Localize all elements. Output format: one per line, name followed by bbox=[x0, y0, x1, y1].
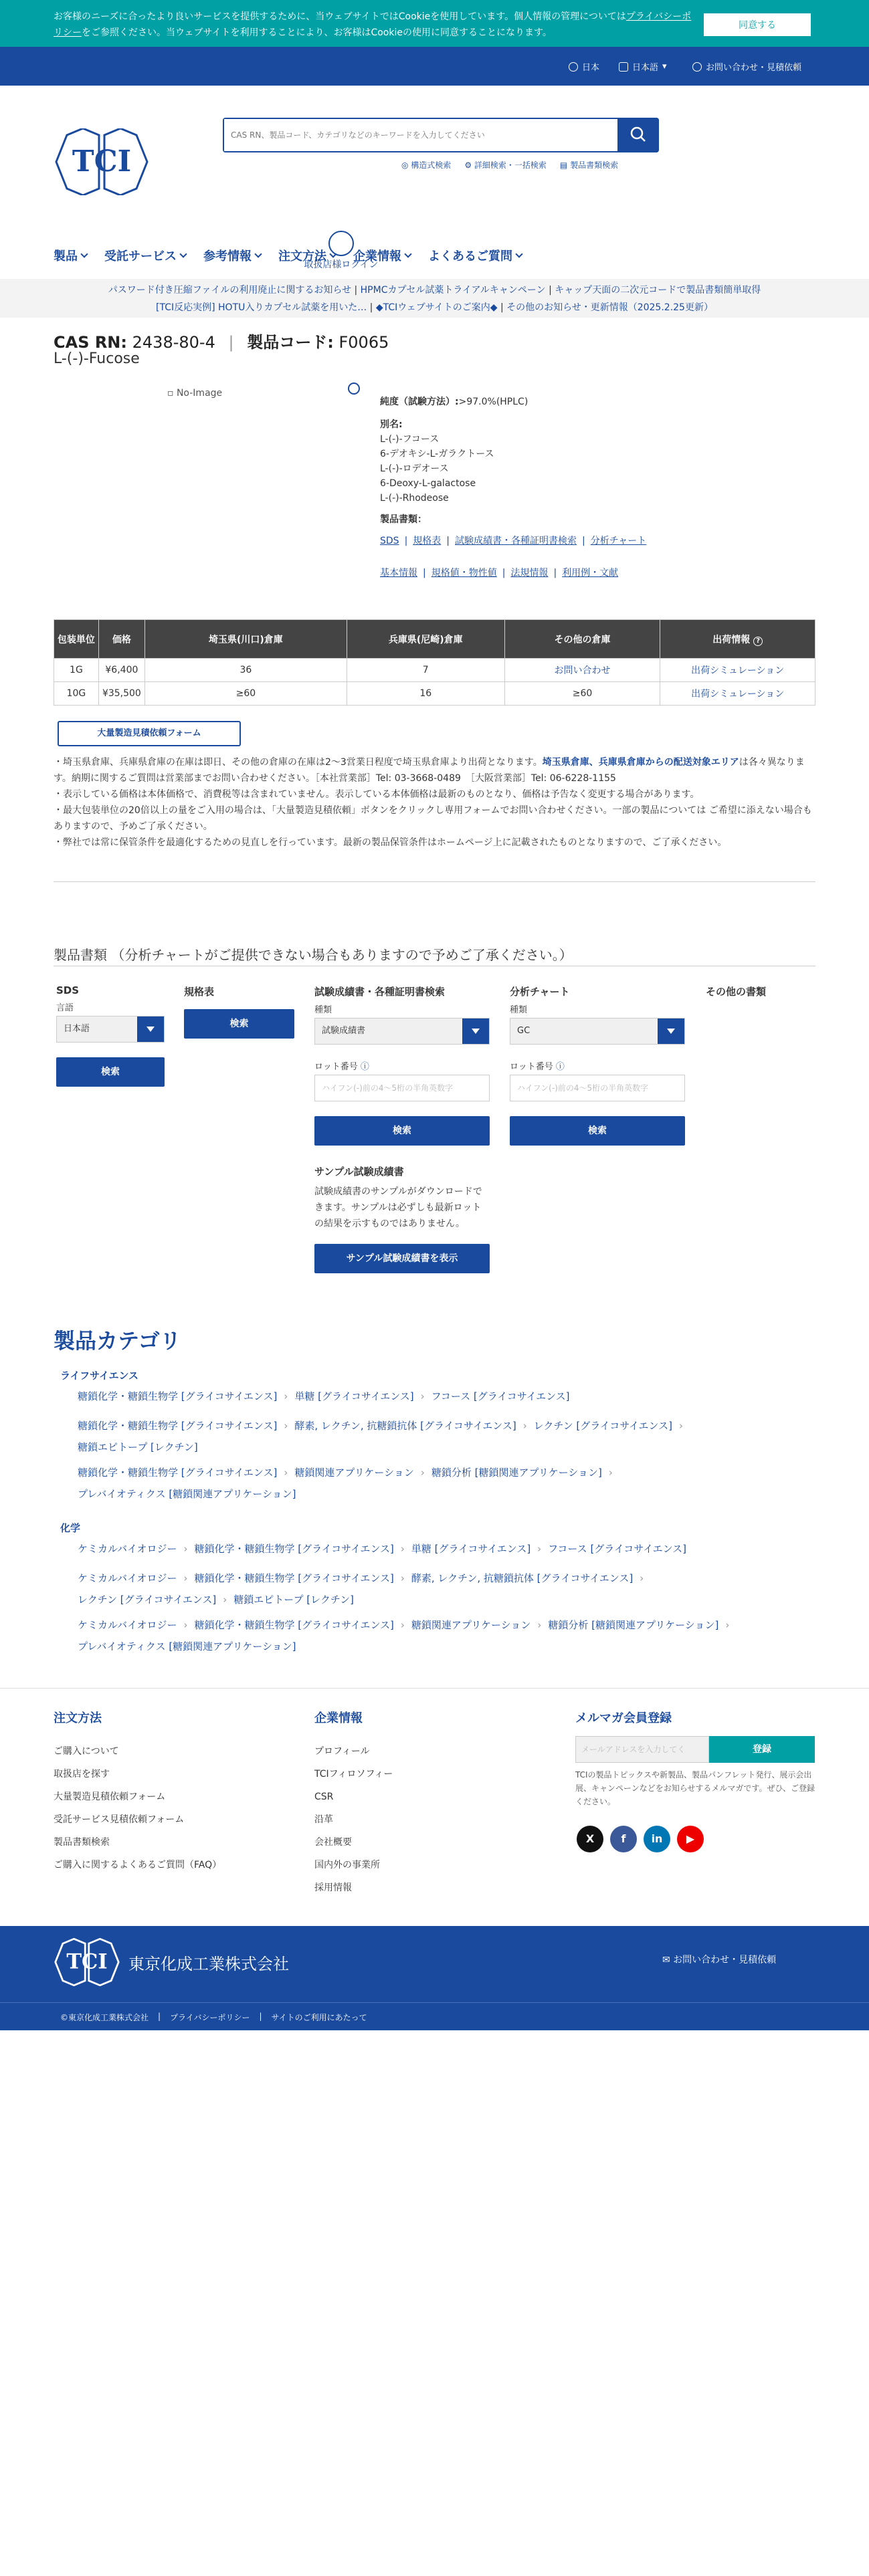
category-link[interactable]: 糖鎖関連アプリケーション bbox=[294, 1467, 414, 1479]
contact-label: お問い合わせ・見積依頼 bbox=[706, 63, 802, 73]
synonym: L-(-)-Rhodeose bbox=[380, 493, 449, 504]
nav-products[interactable] bbox=[54, 247, 87, 264]
category-link[interactable]: 糖鎖関連アプリケーション bbox=[411, 1619, 531, 1631]
cell-package: 10G bbox=[54, 682, 99, 706]
tci-logo[interactable] bbox=[54, 128, 150, 198]
chart-lot-label-row bbox=[510, 1059, 685, 1072]
category-link[interactable]: 糖鎖化学・糖鎖生物学 [グライコサイエンス] bbox=[194, 1543, 394, 1555]
purity-label: 純度（試験方法）: bbox=[380, 397, 459, 407]
newsletter-submit-button[interactable]: 登録 bbox=[709, 1736, 815, 1763]
tab-properties[interactable]: 規格値・物性値 bbox=[431, 568, 497, 578]
category-link[interactable]: ケミカルバイオロジー bbox=[78, 1543, 177, 1555]
dealer-login-label: 取扱店様ログイン bbox=[304, 259, 379, 270]
news-link-6[interactable]: その他のお知らせ・更新情報（2025.2.25更新） bbox=[506, 302, 713, 313]
chart-link[interactable]: 分析チャート bbox=[590, 536, 647, 546]
chart-lot-input[interactable]: ハイフン(-)前の4～5桁の半角英数字 bbox=[510, 1075, 685, 1101]
sds-lang-label: 言語 bbox=[56, 1003, 74, 1013]
cas-label: CAS RN: bbox=[54, 333, 127, 352]
header-price: 価格 bbox=[98, 620, 144, 659]
product-id-line: CAS RN: 2438-80-4 | 製品コード: F0065 bbox=[54, 333, 389, 352]
note-item: ・表示している価格は本体価格で、消費税等は含まれていません。表示している本体価格は最新のものとなり、価格は予告なく変更する場合があります。 bbox=[54, 789, 700, 800]
coa-type-label: 種類 bbox=[314, 1005, 332, 1015]
tab-regulations[interactable]: 法規情報 bbox=[510, 568, 549, 578]
header-shipping-label: 出荷情報 bbox=[712, 634, 751, 645]
cell-shipping bbox=[660, 682, 815, 706]
sds-title: SDS bbox=[56, 984, 80, 996]
purity-value: >97.0%(HPLC) bbox=[458, 397, 528, 407]
cookie-text-1: お客様のニーズに合ったより良いサービスを提供するために、当ウェブサイトではCookieを使用しています。個人情報の管理については bbox=[54, 11, 626, 22]
news-link-3[interactable]: キャップ天面の二次元コードで製品書類簡単取得 bbox=[555, 285, 761, 296]
footer-link[interactable]: 取扱店を探す bbox=[54, 1769, 110, 1780]
cell-shipping bbox=[660, 659, 815, 682]
cell-package: 1G bbox=[54, 659, 99, 682]
facebook-icon[interactable]: f bbox=[610, 1826, 637, 1852]
news-link-2[interactable]: HPMCカプセル試薬トライアルキャンペーン bbox=[360, 285, 546, 296]
sds-language-value: 日本語 bbox=[64, 1024, 90, 1034]
bulk-quote-button[interactable]: 大量製造見積依頼フォーム bbox=[58, 721, 241, 746]
cell-hyogo: 7 bbox=[347, 659, 504, 682]
coa-type-select[interactable] bbox=[314, 1018, 490, 1045]
cell-saitama: 36 bbox=[144, 659, 347, 682]
chart-lot-label: ロット番号 bbox=[510, 1062, 553, 1072]
advanced-search-link[interactable]: ⚙ 詳細検索・一括検索 bbox=[464, 160, 547, 170]
header-package: 包装単位 bbox=[54, 620, 99, 659]
category-breadcrumb: ケミカルバイオロジー › 糖鎖化学・糖鎖生物学 [グライコサイエンス] › 酵素, レクチン, 抗糖鎖抗体 [グライコサイエンス] › レクチン [グライコサイエンス] › 糖鎖エピトープ [レクチン] bbox=[78, 1572, 644, 1606]
header-hyogo: 兵庫県(尼崎)倉庫 bbox=[347, 620, 504, 659]
category-link[interactable]: 糖鎖化学・糖鎖生物学 [グライコサイエンス] bbox=[78, 1420, 278, 1432]
search-icon bbox=[617, 118, 659, 152]
divider bbox=[0, 2002, 869, 2003]
nav-reference[interactable] bbox=[203, 247, 261, 264]
footer-link[interactable]: 大量製造見積依頼フォーム bbox=[54, 1792, 166, 1802]
sample-coa-title: サンプル試験成績書 bbox=[314, 1166, 404, 1178]
nav-products-label: 製品 bbox=[54, 249, 78, 263]
stock-table bbox=[54, 619, 815, 706]
chevron-down-icon bbox=[404, 250, 411, 257]
chart-type-value: GC bbox=[517, 1026, 530, 1036]
help-icon[interactable]: ⓘ bbox=[360, 1062, 369, 1072]
footer-link[interactable]: 国内外の事業所 bbox=[314, 1860, 380, 1870]
note-item: ・弊社では常に保管条件を最適化するための見直しを行っています。最新の製品保管条件はホームページ上に記載されたものとなりますので、ご了承ください。 bbox=[54, 837, 727, 848]
chevron-down-icon: ▾ bbox=[662, 62, 667, 72]
coa-lot-input[interactable]: ハイフン(-)前の4～5桁の半角英数字 bbox=[314, 1075, 490, 1101]
tci-logo-icon bbox=[54, 128, 150, 195]
other-docs-column bbox=[706, 984, 813, 1006]
category-link[interactable]: 酵素, レクチン, 抗糖鎖抗体 [グライコサイエンス] bbox=[294, 1420, 516, 1432]
privacy-policy-link[interactable]: プライバシーポリシー bbox=[54, 11, 692, 38]
product-code: F0065 bbox=[339, 333, 389, 352]
note-text: ・埼玉県倉庫、兵庫県倉庫の在庫は即日、その他の倉庫の在庫は2～3営業日程度で埼玉県倉庫より出荷となります。 bbox=[54, 757, 543, 768]
nav-services-label: 受託サービス bbox=[104, 249, 177, 263]
category-breadcrumb: ケミカルバイオロジー › 糖鎖化学・糖鎖生物学 [グライコサイエンス] › 糖鎖関連アプリケーション › 糖鎖分析 [糖鎖関連アプリケーション] › プレバイオティクス [糖鎖関連アプリケーション] bbox=[78, 1619, 730, 1652]
youtube-icon[interactable]: ▶ bbox=[677, 1826, 704, 1852]
docs-label: 製品書類： bbox=[380, 514, 427, 525]
logo-text: TCI bbox=[66, 1949, 108, 1974]
news-link-5[interactable]: ◆TCIウェブサイトのご案内◆ bbox=[375, 302, 498, 313]
sample-coa-button[interactable]: サンプル試験成績書を表示 bbox=[314, 1244, 490, 1273]
newsletter-form bbox=[575, 1736, 816, 1763]
shipping-simulation-link[interactable]: 出荷シミュレーション bbox=[691, 689, 785, 700]
footer-order-title: 注文方法 bbox=[54, 1711, 102, 1725]
category-breadcrumb: ケミカルバイオロジー › 糖鎖化学・糖鎖生物学 [グライコサイエンス] › 単糖 [グライコサイエンス] › フコース [グライコサイエンス] bbox=[78, 1543, 686, 1555]
synonyms-label: 別名: bbox=[380, 419, 403, 430]
category-link[interactable]: 酵素, レクチン, 抗糖鎖抗体 [グライコサイエンス] bbox=[411, 1572, 634, 1584]
footer-link[interactable]: 沿革 bbox=[314, 1814, 333, 1825]
logo-text: TCI bbox=[72, 144, 132, 179]
chart-type-select[interactable] bbox=[510, 1018, 685, 1045]
divider bbox=[54, 881, 815, 882]
spec-link[interactable]: 規格表 bbox=[413, 536, 442, 546]
zoom-icon[interactable] bbox=[348, 383, 360, 395]
category-breadcrumb: 糖鎖化学・糖鎖生物学 [グライコサイエンス] › 酵素, レクチン, 抗糖鎖抗体 [グライコサイエンス] › レクチン [グライコサイエンス] › 糖鎖エピトープ [レクチン] bbox=[78, 1420, 683, 1453]
header-other: その他の倉庫 bbox=[504, 620, 660, 659]
chevron-down-icon bbox=[179, 250, 187, 257]
category-link[interactable]: プレバイオティクス [糖鎖関連アプリケーション] bbox=[78, 1488, 296, 1500]
language-icon bbox=[619, 62, 628, 72]
note-item: ・最大包装単位の20倍以上の量をご入用の場合は、「大量製造見積依頼」ボタンをクリックし専用フォームでお問い合わせください。一部の製品については ご希望に添えない場合もありますので、予めご了承ください。 bbox=[54, 805, 812, 832]
category-link[interactable]: 単糖 [グライコサイエンス] bbox=[411, 1543, 531, 1555]
coa-link[interactable]: 試験成績書・各種証明書検索 bbox=[455, 536, 577, 546]
company-name: 東京化成工業株式会社 bbox=[128, 1954, 289, 1973]
contact-link[interactable] bbox=[692, 60, 801, 73]
coa-search-button[interactable]: 検索 bbox=[314, 1116, 490, 1146]
footer-link[interactable]: 採用情報 bbox=[314, 1883, 352, 1893]
language-label: 日本語 bbox=[632, 63, 659, 73]
chart-title: 分析チャート bbox=[510, 986, 570, 998]
chevron-down-icon bbox=[80, 250, 88, 257]
spec-title: 規格表 bbox=[184, 986, 215, 998]
product-image-alt: No-Image bbox=[176, 388, 223, 399]
help-icon[interactable]: ⓘ bbox=[555, 1062, 565, 1072]
category-link[interactable]: 糖鎖化学・糖鎖生物学 [グライコサイエンス] bbox=[194, 1572, 394, 1584]
category-link[interactable]: 糖鎖分析 [糖鎖関連アプリケーション] bbox=[431, 1467, 602, 1479]
category-title: 製品カテゴリ bbox=[54, 1328, 181, 1354]
header-saitama: 埼玉県(川口)倉庫 bbox=[144, 620, 347, 659]
category-link[interactable]: 糖鎖エピトープ [レクチン] bbox=[78, 1441, 198, 1453]
globe-icon bbox=[569, 62, 578, 72]
synonym: 6-Deoxy-L-galactose bbox=[380, 478, 476, 489]
category-link[interactable]: レクチン [グライコサイエンス] bbox=[533, 1420, 672, 1432]
nav-ordering-label: 注文方法 bbox=[278, 249, 326, 263]
nav-reference-label: 参考情報 bbox=[203, 249, 252, 263]
docs-section-title: 製品書類 （分析チャートがご提供できない場合もありますので予めご了承ください。） bbox=[54, 947, 573, 963]
coa-lot-label-row bbox=[314, 1059, 490, 1072]
footer-order-col bbox=[54, 1711, 221, 1876]
cookie-banner bbox=[0, 0, 869, 47]
structure-search-label: 構造式検索 bbox=[411, 160, 452, 170]
footer-link[interactable]: 製品書類検索 bbox=[54, 1837, 110, 1848]
category-link[interactable]: 糖鎖分析 [糖鎖関連アプリケーション] bbox=[548, 1619, 719, 1631]
language-selector[interactable] bbox=[619, 60, 667, 73]
category-link[interactable]: フコース [グライコサイエンス] bbox=[548, 1543, 686, 1555]
newsletter-title: メルマガ会員登録 bbox=[575, 1711, 672, 1725]
privacy-link[interactable]: プライバシーポリシー bbox=[170, 2013, 250, 2022]
footer-link[interactable]: CSR bbox=[314, 1792, 334, 1802]
chevron-down-icon bbox=[462, 1018, 489, 1044]
divider bbox=[0, 1688, 869, 1689]
chevron-down-icon bbox=[515, 250, 522, 257]
search-bar bbox=[223, 118, 659, 152]
category-link[interactable]: フコース [グライコサイエンス] bbox=[431, 1390, 570, 1402]
other-docs-title: その他の書類 bbox=[706, 986, 767, 998]
tci-logo-icon bbox=[54, 1938, 120, 1986]
category-link[interactable]: ケミカルバイオロジー bbox=[78, 1619, 177, 1631]
footer-company-col bbox=[314, 1711, 393, 1899]
spec-column bbox=[184, 984, 294, 1039]
main-nav bbox=[54, 247, 522, 264]
category-breadcrumb: 糖鎖化学・糖鎖生物学 [グライコサイエンス] › 糖鎖関連アプリケーション › 糖鎖分析 [糖鎖関連アプリケーション] › プレバイオティクス [糖鎖関連アプリケーション] bbox=[78, 1467, 613, 1500]
chevron-down-icon bbox=[329, 250, 336, 257]
top-bar bbox=[0, 47, 869, 86]
tab-literature[interactable]: 利用例・文献 bbox=[562, 568, 619, 578]
footer-contact-link[interactable]: ✉ お問い合わせ・見積依頼 bbox=[662, 1955, 777, 1965]
inquiry-link[interactable]: お問い合わせ bbox=[554, 665, 611, 676]
category-link[interactable]: 糖鎖化学・糖鎖生物学 [グライコサイエンス] bbox=[78, 1467, 278, 1479]
sds-link[interactable]: SDS bbox=[380, 536, 399, 546]
x-icon[interactable]: X bbox=[577, 1826, 603, 1852]
search-button[interactable] bbox=[617, 118, 659, 152]
coa-type-value: 試験成績書 bbox=[322, 1026, 366, 1036]
chevron-down-icon bbox=[137, 1016, 164, 1042]
search-input[interactable] bbox=[224, 119, 619, 151]
cookie-accept-button[interactable]: 同意する bbox=[704, 13, 811, 36]
info-tabs: 基本情報 | 規格値・物性値 | 法規情報 | 利用例・文献 bbox=[380, 566, 646, 580]
note-item bbox=[54, 754, 815, 786]
chevron-down-icon bbox=[658, 1018, 684, 1044]
category-link[interactable]: 糖鎖化学・糖鎖生物学 [グライコサイエンス] bbox=[194, 1619, 394, 1631]
chevron-down-icon bbox=[254, 250, 262, 257]
cell-saitama: ≥60 bbox=[144, 682, 347, 706]
cookie-text-2: をご参照ください。当ウェブサイトを利用することにより、お客様はCookieの使用に同意することになります。 bbox=[82, 27, 552, 38]
synonym: L-(-)-フコース bbox=[380, 434, 440, 445]
category-link[interactable]: レクチン [グライコサイエンス] bbox=[78, 1594, 217, 1606]
document-search-label: 製品書類検索 bbox=[570, 160, 619, 170]
newsletter-col bbox=[575, 1711, 816, 1808]
chart-column bbox=[510, 984, 685, 1146]
region-selector[interactable] bbox=[569, 60, 599, 73]
nav-faq-label: よくあるご質問 bbox=[428, 249, 512, 263]
synonym: L-(-)-ロデオース bbox=[380, 463, 449, 474]
cell-price: ¥6,400 bbox=[98, 659, 144, 682]
cookie-text bbox=[54, 9, 696, 41]
newsletter-email-input[interactable]: メールアドレスを入力してく bbox=[575, 1736, 709, 1763]
sds-language-select[interactable] bbox=[56, 1016, 165, 1043]
product-code-label: 製品コード: bbox=[247, 333, 334, 352]
shipping-simulation-link[interactable]: 出荷シミュレーション bbox=[691, 665, 785, 676]
footer-company-title: 企業情報 bbox=[314, 1711, 363, 1725]
footer-link[interactable]: 会社概要 bbox=[314, 1837, 352, 1848]
document-search-link[interactable]: ▤ 製品書類検索 bbox=[559, 160, 619, 170]
structure-search-link[interactable]: ◎ 構造式検索 bbox=[401, 160, 452, 170]
doc-links: SDS | 規格表 | 試験成績書・各種証明書検索 | 分析チャート bbox=[380, 534, 646, 548]
linkedin-icon[interactable]: in bbox=[644, 1826, 670, 1852]
spec-search-button[interactable]: 検索 bbox=[184, 1009, 294, 1039]
help-icon[interactable]: ? bbox=[753, 637, 763, 646]
terms-link[interactable]: サイトのご利用にあたって bbox=[271, 2013, 367, 2022]
table-row bbox=[54, 659, 815, 682]
category-breadcrumb: 糖鎖化学・糖鎖生物学 [グライコサイエンス] › 単糖 [グライコサイエンス] › フコース [グライコサイエンス] bbox=[78, 1390, 570, 1402]
category-link[interactable]: 単糖 [グライコサイエンス] bbox=[294, 1390, 414, 1402]
category-link[interactable]: 糖鎖エピトープ [レクチン] bbox=[233, 1594, 354, 1606]
nav-services[interactable] bbox=[104, 247, 186, 264]
advanced-search-label: 詳細検索・一括検索 bbox=[474, 160, 547, 170]
table-header-row bbox=[54, 620, 815, 659]
cell-other bbox=[504, 659, 660, 682]
footer-bottom bbox=[0, 1926, 869, 2030]
header-shipping bbox=[660, 620, 815, 659]
footer-logo[interactable] bbox=[54, 1938, 289, 1986]
table-row bbox=[54, 682, 815, 706]
cell-hyogo: 16 bbox=[347, 682, 504, 706]
product-name: L-(-)-Fucose bbox=[54, 350, 140, 367]
cell-price: ¥35,500 bbox=[98, 682, 144, 706]
footer-legal: ©東京化成工業株式会社 | プライバシーポリシー | サイトのご利用にあたって bbox=[60, 2012, 367, 2022]
sample-coa-text: 試験成績書のサンプルがダウンロードできます。サンプルは必ずしも最新ロットの結果を示すものではありません。 bbox=[314, 1186, 482, 1229]
category-link[interactable]: プレバイオティクス [糖鎖関連アプリケーション] bbox=[78, 1640, 296, 1652]
footer-link[interactable]: 受託サービス見積依頼フォーム bbox=[54, 1814, 185, 1825]
footer-link[interactable]: TCIフィロソフィー bbox=[314, 1769, 393, 1780]
cas-number: 2438-80-4 bbox=[132, 333, 215, 352]
category-group-lifescience[interactable]: ライフサイエンス bbox=[60, 1370, 139, 1382]
chart-type-label: 種類 bbox=[510, 1005, 528, 1015]
copyright: ©東京化成工業株式会社 bbox=[60, 2013, 149, 2022]
footer-link[interactable]: プロフィール bbox=[314, 1746, 370, 1757]
coa-column bbox=[314, 984, 490, 1273]
coa-lot-label: ロット番号 bbox=[314, 1062, 358, 1072]
news-link-1[interactable]: パスワード付き圧縮ファイルの利用廃止に関するお知らせ bbox=[108, 285, 352, 296]
nav-company[interactable] bbox=[353, 247, 411, 264]
sds-search-button[interactable]: 検索 bbox=[56, 1057, 165, 1087]
product-image: ▫ No-Image bbox=[167, 388, 223, 399]
chart-search-button[interactable]: 検索 bbox=[510, 1116, 685, 1146]
cell-other: ≥60 bbox=[504, 682, 660, 706]
news-link-4[interactable]: [TCI反応実例] HOTU入りカプセル試薬を用いた… bbox=[156, 302, 367, 313]
footer-link[interactable]: ご購入に関するよくあるご質問（FAQ） bbox=[54, 1860, 222, 1870]
footer-link[interactable]: ご購入について bbox=[54, 1746, 119, 1757]
news-ticker: パスワード付き圧縮ファイルの利用廃止に関するお知らせ | HPMCカプセル試薬トライアルキャンペーン | キャップ天面の二次元コードで製品書類簡単取得 [TCI反応実例] HOTU入りカプセル試薬を用いた… | ◆TCIウェブサイトのご案内◆ | その他のお知らせ・更新情報（2025.2.25更新） bbox=[0, 279, 869, 318]
phone-icon bbox=[692, 62, 702, 72]
synonym: 6-デオキシ-L-ガラクトース bbox=[380, 449, 494, 459]
tab-basic-info[interactable]: 基本情報 bbox=[380, 568, 417, 578]
footer-contact-label: お問い合わせ・見積依頼 bbox=[673, 1955, 777, 1965]
product-info bbox=[380, 395, 646, 580]
search-sublinks bbox=[401, 159, 618, 171]
sds-column bbox=[56, 984, 165, 1087]
category-link[interactable]: 糖鎖化学・糖鎖生物学 [グライコサイエンス] bbox=[78, 1390, 278, 1402]
newsletter-description: TCIの製品トピックスや新製品、製品パンフレット発行、展示会出展、キャンペーンなどをお知らせするメルマガです。ぜひ、ご登録ください。 bbox=[575, 1770, 815, 1806]
coa-title: 試験成績書・各種証明書検索 bbox=[314, 986, 446, 998]
category-group-chemistry[interactable]: 化学 bbox=[60, 1522, 81, 1534]
nav-company-label: 企業情報 bbox=[353, 249, 401, 263]
category-link[interactable]: ケミカルバイオロジー bbox=[78, 1572, 177, 1584]
stock-notes bbox=[54, 754, 815, 851]
region-label: 日本 bbox=[582, 63, 600, 73]
nav-faq[interactable] bbox=[428, 247, 522, 264]
delivery-area-link[interactable]: 埼玉県倉庫、兵庫県倉庫からの配送対象エリア bbox=[542, 757, 739, 768]
note-text: は各々異なります。納期に関するご質問は営業部までお問い合わせください。［本社営業部］Tel: 03-3668-0489 ［大阪営業部］Tel: 06-6228-1155 bbox=[54, 757, 805, 784]
nav-ordering[interactable] bbox=[278, 247, 336, 264]
